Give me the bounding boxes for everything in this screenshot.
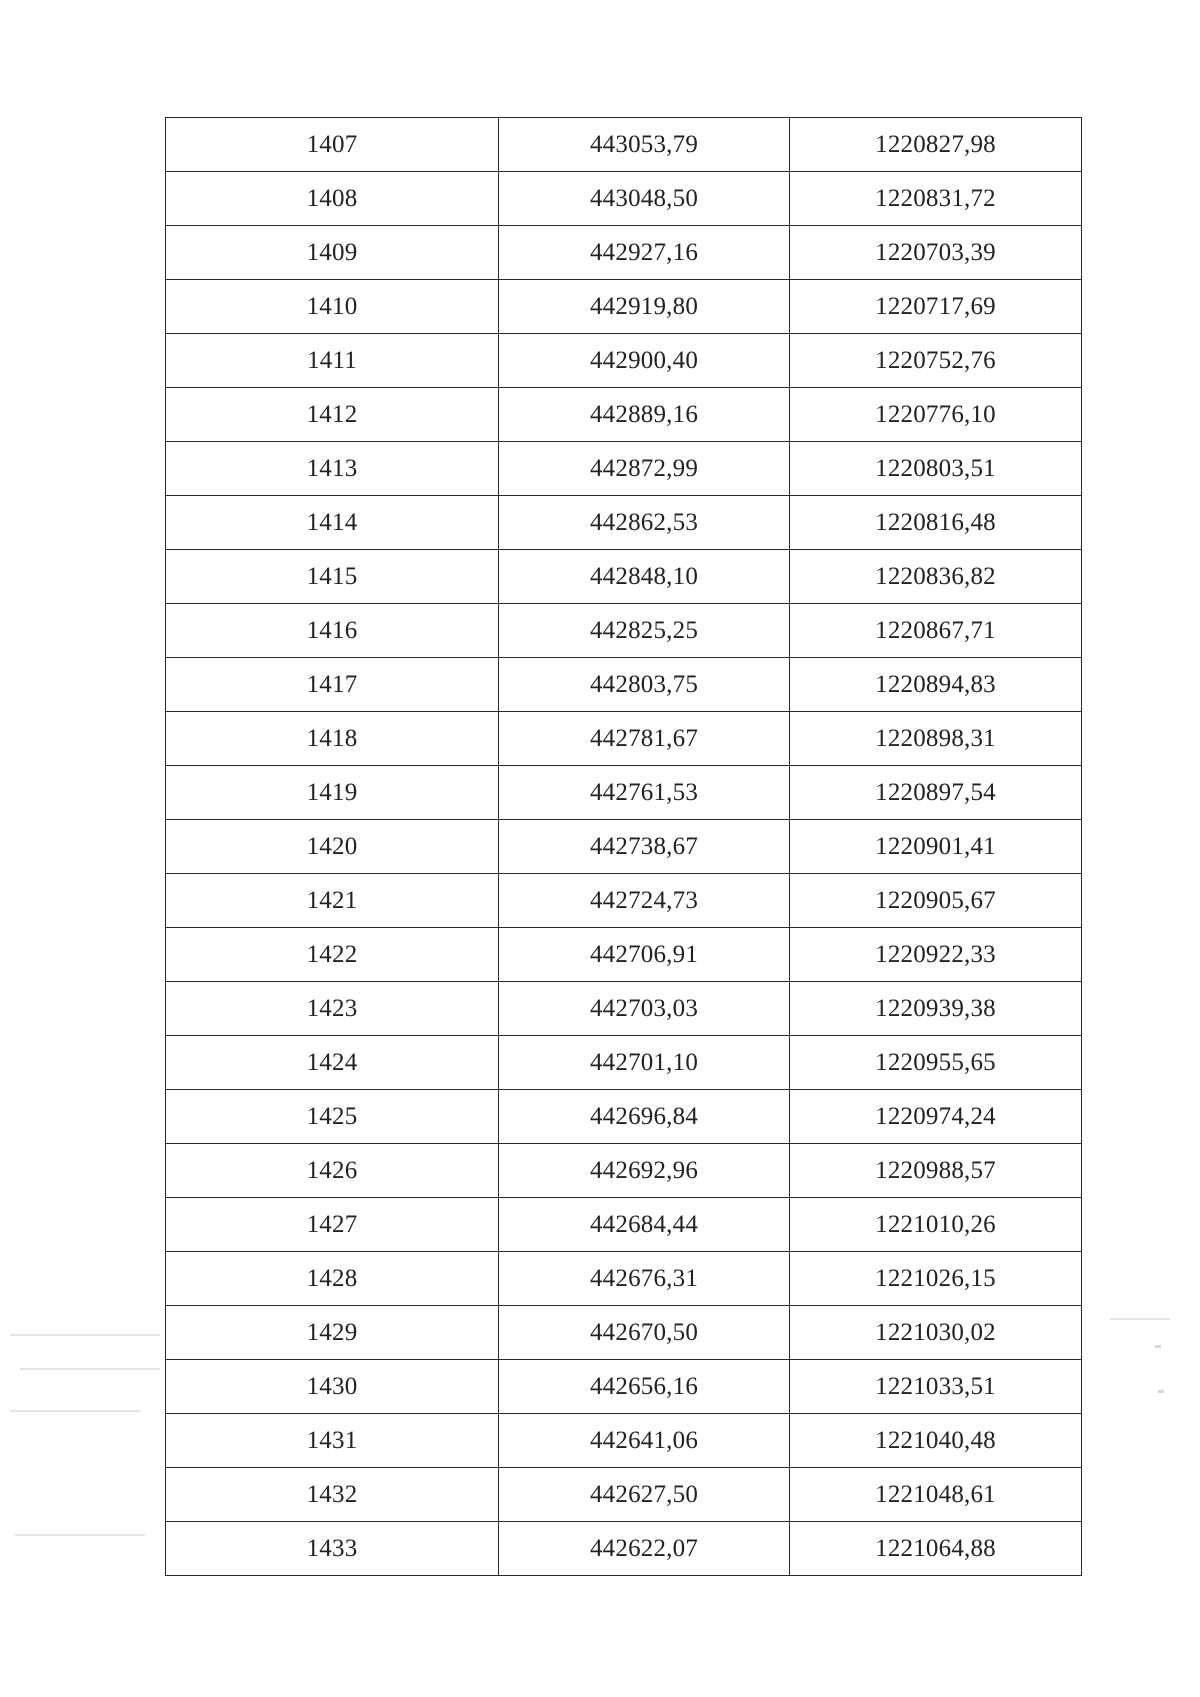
y-coordinate-cell: 1220827,98 [790,118,1082,172]
x-coordinate-cell: 442919,80 [499,280,790,334]
x-coordinate-cell: 442848,10 [499,550,790,604]
table-row [166,496,1082,550]
table-row [166,820,1082,874]
table-row [166,1036,1082,1090]
y-coordinate-cell: 1220974,24 [790,1090,1082,1144]
x-coordinate-cell: 442641,06 [499,1414,790,1468]
coordinates-table [165,117,1082,1576]
scan-artifact [10,1410,140,1412]
y-coordinate-cell: 1220816,48 [790,496,1082,550]
table-row [166,874,1082,928]
table-row [166,1306,1082,1360]
y-coordinate-cell: 1221033,51 [790,1360,1082,1414]
point-number-cell: 1431 [166,1414,499,1468]
point-number-cell: 1414 [166,496,499,550]
table-row [166,442,1082,496]
y-coordinate-cell: 1221064,88 [790,1522,1082,1576]
scan-artifact [20,1368,160,1370]
y-coordinate-cell: 1220897,54 [790,766,1082,820]
x-coordinate-cell: 443048,50 [499,172,790,226]
x-coordinate-cell: 442761,53 [499,766,790,820]
x-coordinate-cell: 442656,16 [499,1360,790,1414]
point-number-cell: 1433 [166,1522,499,1576]
table-row [166,550,1082,604]
point-number-cell: 1423 [166,982,499,1036]
table-row [166,226,1082,280]
table-row [166,712,1082,766]
y-coordinate-cell: 1221030,02 [790,1306,1082,1360]
x-coordinate-cell: 442927,16 [499,226,790,280]
table-row [166,658,1082,712]
x-coordinate-cell: 442703,03 [499,982,790,1036]
point-number-cell: 1426 [166,1144,499,1198]
y-coordinate-cell: 1220752,76 [790,334,1082,388]
table-row [166,982,1082,1036]
x-coordinate-cell: 442701,10 [499,1036,790,1090]
point-number-cell: 1432 [166,1468,499,1522]
y-coordinate-cell: 1220776,10 [790,388,1082,442]
point-number-cell: 1412 [166,388,499,442]
y-coordinate-cell: 1220703,39 [790,226,1082,280]
y-coordinate-cell: 1220905,67 [790,874,1082,928]
point-number-cell: 1410 [166,280,499,334]
point-number-cell: 1416 [166,604,499,658]
scan-artifact [1110,1318,1170,1320]
point-number-cell: 1407 [166,118,499,172]
table-row [166,280,1082,334]
y-coordinate-cell: 1220939,38 [790,982,1082,1036]
scan-artifact [15,1534,145,1536]
table-row [166,1414,1082,1468]
table-row [166,334,1082,388]
point-number-cell: 1428 [166,1252,499,1306]
y-coordinate-cell: 1220955,65 [790,1036,1082,1090]
point-number-cell: 1408 [166,172,499,226]
point-number-cell: 1430 [166,1360,499,1414]
coordinates-table-body [166,118,1082,1576]
table-row [166,1522,1082,1576]
x-coordinate-cell: 442627,50 [499,1468,790,1522]
table-row [166,1198,1082,1252]
y-coordinate-cell: 1220901,41 [790,820,1082,874]
point-number-cell: 1427 [166,1198,499,1252]
y-coordinate-cell: 1221026,15 [790,1252,1082,1306]
x-coordinate-cell: 442696,84 [499,1090,790,1144]
y-coordinate-cell: 1220831,72 [790,172,1082,226]
x-coordinate-cell: 442862,53 [499,496,790,550]
y-coordinate-cell: 1220836,82 [790,550,1082,604]
x-coordinate-cell: 442670,50 [499,1306,790,1360]
x-coordinate-cell: 442706,91 [499,928,790,982]
point-number-cell: 1425 [166,1090,499,1144]
point-number-cell: 1429 [166,1306,499,1360]
table-row [166,1360,1082,1414]
point-number-cell: 1419 [166,766,499,820]
scan-artifact [1158,1390,1164,1393]
point-number-cell: 1418 [166,712,499,766]
y-coordinate-cell: 1221040,48 [790,1414,1082,1468]
point-number-cell: 1411 [166,334,499,388]
y-coordinate-cell: 1220717,69 [790,280,1082,334]
point-number-cell: 1415 [166,550,499,604]
x-coordinate-cell: 442803,75 [499,658,790,712]
scan-artifact [1155,1345,1161,1348]
x-coordinate-cell: 442676,31 [499,1252,790,1306]
table-row [166,1252,1082,1306]
point-number-cell: 1420 [166,820,499,874]
scan-artifact [10,1334,160,1336]
x-coordinate-cell: 442872,99 [499,442,790,496]
x-coordinate-cell: 442738,67 [499,820,790,874]
x-coordinate-cell: 442900,40 [499,334,790,388]
x-coordinate-cell: 442889,16 [499,388,790,442]
y-coordinate-cell: 1221048,61 [790,1468,1082,1522]
table-row [166,604,1082,658]
x-coordinate-cell: 442781,67 [499,712,790,766]
x-coordinate-cell: 442684,44 [499,1198,790,1252]
table-row [166,118,1082,172]
point-number-cell: 1409 [166,226,499,280]
table-row [166,388,1082,442]
table-row [166,1090,1082,1144]
table-row [166,1144,1082,1198]
x-coordinate-cell: 443053,79 [499,118,790,172]
y-coordinate-cell: 1220867,71 [790,604,1082,658]
point-number-cell: 1417 [166,658,499,712]
y-coordinate-cell: 1220898,31 [790,712,1082,766]
y-coordinate-cell: 1221010,26 [790,1198,1082,1252]
point-number-cell: 1421 [166,874,499,928]
y-coordinate-cell: 1220922,33 [790,928,1082,982]
point-number-cell: 1424 [166,1036,499,1090]
point-number-cell: 1422 [166,928,499,982]
table-row [166,928,1082,982]
table-row [166,172,1082,226]
y-coordinate-cell: 1220894,83 [790,658,1082,712]
y-coordinate-cell: 1220803,51 [790,442,1082,496]
point-number-cell: 1413 [166,442,499,496]
table-row [166,1468,1082,1522]
x-coordinate-cell: 442692,96 [499,1144,790,1198]
table-row [166,766,1082,820]
x-coordinate-cell: 442825,25 [499,604,790,658]
x-coordinate-cell: 442622,07 [499,1522,790,1576]
x-coordinate-cell: 442724,73 [499,874,790,928]
y-coordinate-cell: 1220988,57 [790,1144,1082,1198]
